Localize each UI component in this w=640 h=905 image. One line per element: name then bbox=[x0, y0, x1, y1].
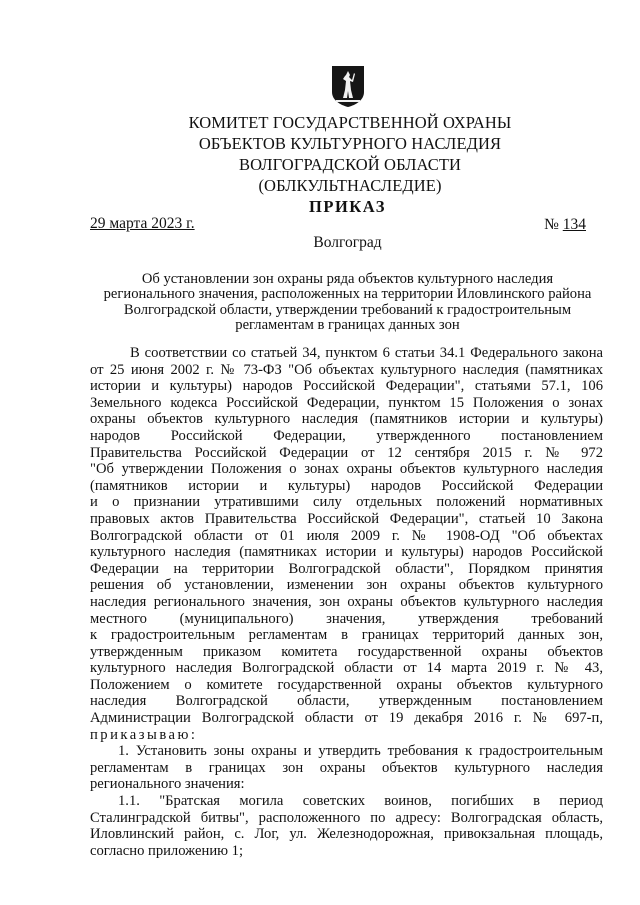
preamble-line: решения об установлении, изменении зон охраны объектов культурного bbox=[90, 577, 603, 594]
preamble-line: Земельного кодекса Российской Федерации, пунктом 15 Положения о зонах bbox=[90, 394, 603, 411]
preamble-line: культурного наследия (памятниках истории и культуры) народов Российской bbox=[90, 544, 603, 561]
preamble-line: Федерации на территории Волгоградской области", Порядком принятия bbox=[90, 560, 603, 577]
preamble-line: наследия регионального значения, зон охраны объектов культурного наследия bbox=[90, 593, 603, 610]
preamble-paragraph bbox=[90, 345, 603, 743]
committee-name bbox=[120, 112, 580, 196]
preamble-line: Положением о комитете государственной охраны объектов культурного bbox=[90, 676, 603, 693]
committee-line: (ОБЛКУЛЬТНАСЛЕДИЕ) bbox=[258, 176, 442, 195]
subject-line: Об установлении зон охраны ряда объектов культурного наследия bbox=[141, 271, 554, 287]
order-body bbox=[90, 345, 603, 859]
preamble-line: местного (муниципального) значения, утверждения требований bbox=[90, 610, 603, 627]
preamble-line: народов Российской Федерации, утвержденного постановлением bbox=[90, 427, 603, 444]
preamble-line: Правительства Российской Федерации от 12 сентября 2015 г. № 972 bbox=[90, 444, 603, 461]
item-1-1 bbox=[90, 793, 603, 859]
committee-line: ВОЛГОГРАДСКОЙ ОБЛАСТИ bbox=[238, 155, 462, 174]
item-1-1-line: Сталинградской битвы", расположенного по адресу: Волгоградская область, bbox=[90, 809, 603, 826]
volgograd-coat-of-arms-icon bbox=[330, 64, 366, 108]
preamble-line: к градостроительным регламентам в границах территорий данных зон, bbox=[90, 627, 603, 644]
preamble-line: культурного наследия Волгоградской области от 14 марта 2019 г. № 43, bbox=[90, 660, 603, 677]
preamble-line: Администрации Волгоградской области от 19 декабря 2016 г. № 697-п, bbox=[90, 710, 603, 727]
item-1 bbox=[90, 743, 603, 793]
order-word: приказываю: bbox=[90, 726, 198, 743]
preamble-line: "Об утверждении Положения о зонах охраны объектов культурного наследия bbox=[90, 461, 603, 478]
committee-line: ОБЪЕКТОВ КУЛЬТУРНОГО НАСЛЕДИЯ bbox=[198, 134, 502, 153]
order-date: 29 марта 2023 г. bbox=[90, 215, 195, 232]
preamble-line: Волгоградской области от 01 июля 2009 г. № 1908-ОД "Об объектах bbox=[90, 527, 603, 544]
preamble-line: (памятников истории и культуры) народов Российской Федерации bbox=[90, 477, 603, 494]
item-1-1-line: согласно приложению 1; bbox=[90, 842, 244, 859]
item-1-1-line: 1.1. "Братская могила советских воинов, погибших в период bbox=[118, 793, 603, 810]
subject-line: Волгоградской области, утверждении требований к градостроительным bbox=[123, 301, 572, 318]
subject-line: регионального значения, расположенных на территории Иловлинского района bbox=[103, 286, 592, 303]
preamble-line: и о признании утратившими силу отдельных положений нормативных bbox=[90, 494, 603, 511]
preamble-line: наследия Волгоградской области, утвержденным постановлением bbox=[90, 693, 603, 710]
preamble-line: охраны объектов культурного наследия (памятников истории и культуры) bbox=[90, 411, 603, 428]
order-city: Волгоград bbox=[313, 234, 382, 251]
preamble-line: утвержденным приказом комитета государственной охраны объектов bbox=[90, 643, 603, 660]
order-subject bbox=[90, 272, 605, 334]
committee-line: КОМИТЕТ ГОСУДАРСТВЕННОЙ ОХРАНЫ bbox=[188, 113, 512, 132]
order-number-value: 134 bbox=[562, 216, 586, 233]
item-1-line: регламентам в границах зон охраны объектов культурного наследия bbox=[90, 759, 603, 776]
preamble-line: В соответствии со статьей 34, пунктом 6 статьи 34.1 Федерального закона bbox=[130, 345, 603, 361]
item-1-line: 1. Установить зоны охраны и утвердить требования к градостроительным bbox=[118, 743, 603, 760]
item-1-1-line: Иловлинский район, с. Лог, ул. Железнодорожная, привокзальная площадь, bbox=[90, 826, 603, 843]
item-1-line: регионального значения: bbox=[90, 776, 245, 793]
preamble-line: правовых актов Правительства Российской Федерации", статьей 10 Закона bbox=[90, 510, 603, 527]
order-title: ПРИКАЗ bbox=[309, 197, 386, 216]
subject-line: регламентам в границах данных зон bbox=[235, 317, 460, 334]
preamble-line: от 25 июня 2002 г. № 73-ФЗ "Об объектах культурного наследия (памятниках bbox=[90, 361, 603, 378]
order-number bbox=[544, 216, 586, 234]
order-number-prefix: № bbox=[544, 216, 559, 233]
preamble-line: истории и культуры) народов Российской Федерации", статьями 57.1, 106 bbox=[90, 378, 603, 395]
